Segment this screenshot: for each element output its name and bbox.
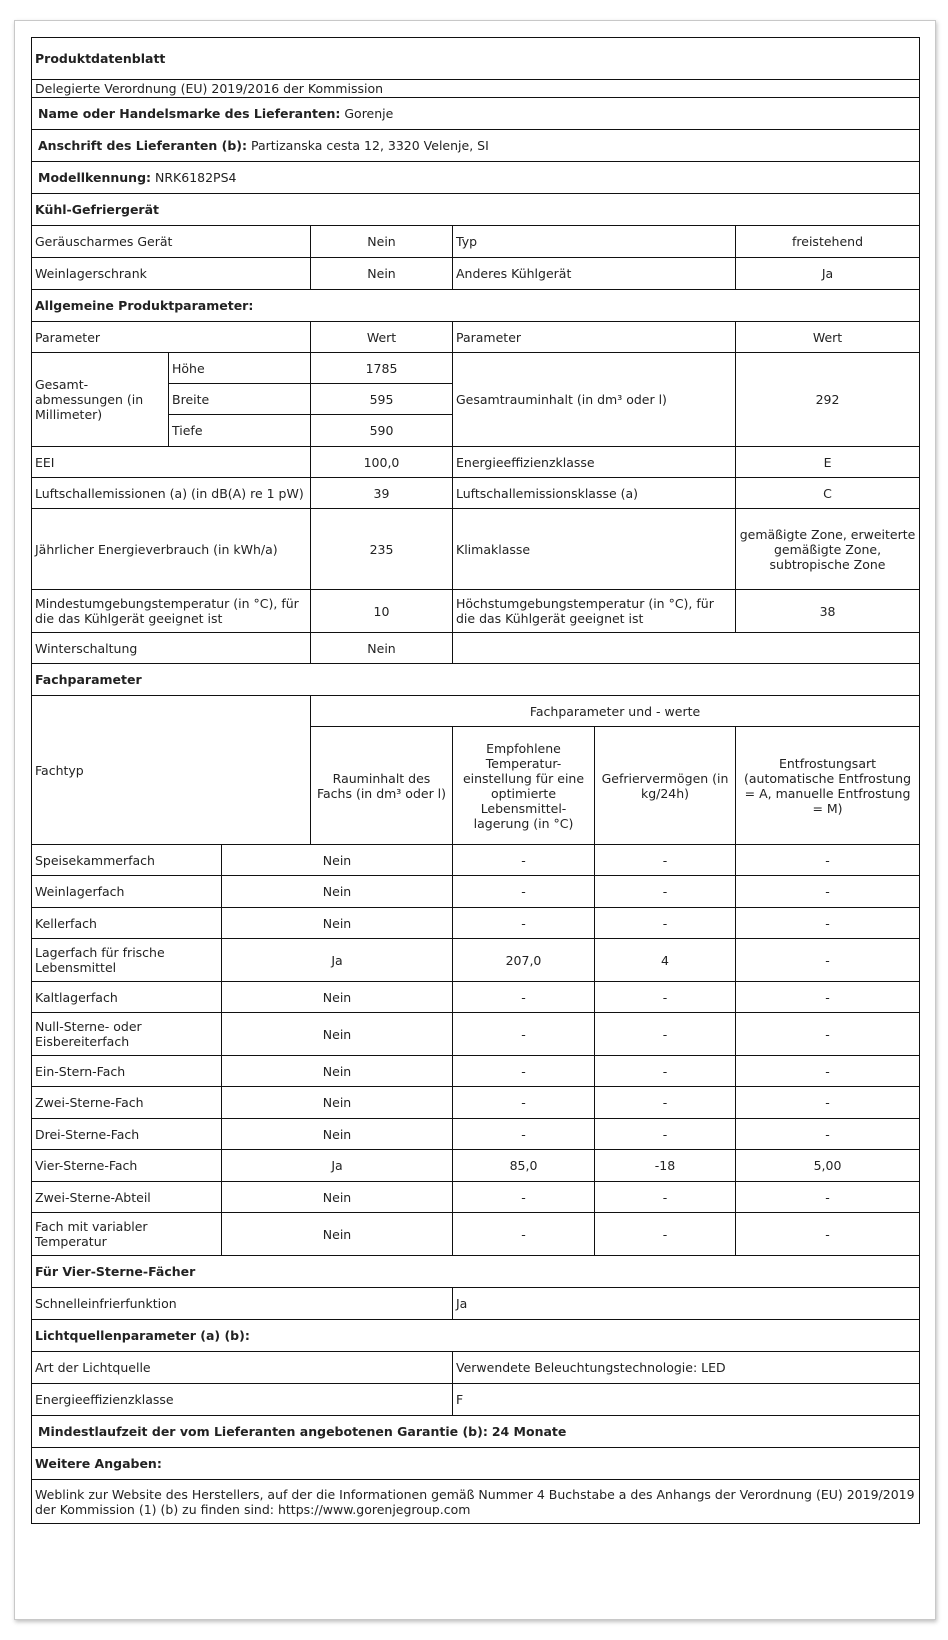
compartment-temperature: -	[595, 1213, 736, 1256]
table-row	[32, 1013, 920, 1056]
winter-value: Nein	[311, 633, 453, 664]
light-value: F	[453, 1384, 920, 1416]
table-row	[32, 908, 920, 939]
compartment-present: Nein	[222, 1056, 453, 1087]
compartment-name: Null-Sterne- oder Eisbereiterfach	[32, 1013, 222, 1056]
compartment-freezing: -	[736, 1213, 920, 1256]
param-label: EEI	[32, 447, 311, 478]
compartment-temperature: -	[595, 1119, 736, 1150]
compartment-present: Nein	[222, 982, 453, 1013]
appliance-label: Geräuscharmes Gerät	[32, 226, 311, 258]
param-value: 235	[311, 509, 453, 590]
compartment-freezing: -	[736, 876, 920, 908]
compartment-freezing: -	[736, 908, 920, 939]
page-title: Produktdatenblatt	[32, 38, 920, 80]
appliance-value: freistehend	[736, 226, 920, 258]
supplier-address-row	[32, 130, 920, 162]
compartment-present: Ja	[222, 939, 453, 982]
section-more: Weitere Angaben:	[32, 1448, 920, 1480]
model-row	[32, 162, 920, 194]
param-value: C	[736, 478, 920, 509]
total-volume-label: Gesamtrauminhalt (in dm³ oder l)	[453, 353, 736, 447]
compartment-name: Vier-Sterne-Fach	[32, 1150, 222, 1182]
compartment-present: Nein	[222, 1213, 453, 1256]
total-volume-value: 292	[736, 353, 920, 447]
compartment-name: Ein-Stern-Fach	[32, 1056, 222, 1087]
compartment-name: Zwei-Sterne-Fach	[32, 1087, 222, 1119]
compartment-volume: -	[453, 1013, 595, 1056]
compartment-volume: -	[453, 1182, 595, 1213]
value-header: Wert	[736, 322, 920, 353]
compartment-freezing: -	[736, 1119, 920, 1150]
section-light: Lichtquellenparameter (a) (b):	[32, 1320, 920, 1352]
empty-cell	[453, 633, 920, 664]
compartment-volume: 207,0	[453, 939, 595, 982]
compartment-volume: -	[453, 1213, 595, 1256]
light-value: Verwendete Beleuchtungstechnologie: LED	[453, 1352, 920, 1384]
dimension-value: 590	[311, 415, 453, 447]
section-appliance: Kühl-Gefriergerät	[32, 194, 920, 226]
page-subtitle: Delegierte Verordnung (EU) 2019/2016 der Kommission	[32, 80, 920, 98]
supplier-name-row	[32, 98, 920, 130]
compartment-present: Nein	[222, 876, 453, 908]
model-value: NRK6182PS4	[155, 170, 237, 185]
supplier-address-label: Anschrift des Lieferanten (b):	[38, 138, 247, 153]
appliance-value: Ja	[736, 258, 920, 290]
model-label: Modellkennung:	[38, 170, 152, 185]
compartment-present: Nein	[222, 1013, 453, 1056]
winter-label: Winterschaltung	[32, 633, 311, 664]
dimensions-label: Gesamt-abmessungen (in Millimeter)	[32, 353, 169, 447]
section-four-star: Für Vier-Sterne-Fächer	[32, 1256, 920, 1288]
param-label: Luftschallemissionsklasse (a)	[453, 478, 736, 509]
dimension-value: 1785	[311, 353, 453, 384]
compartment-volume: -	[453, 908, 595, 939]
manufacturer-weblink-text: Weblink zur Website des Herstellers, auf der die Informationen gemäß Nummer 4 Buchstabe a des Anhangs der Verordnung (EU) 2019/2019 der Kommission (1) (b) zu finden sind: https://www.gorenjegroup.com	[32, 1480, 920, 1524]
compartment-temperature: -	[595, 1013, 736, 1056]
compartment-present: Ja	[222, 1150, 453, 1182]
table-row	[32, 1056, 920, 1087]
param-header: Parameter	[32, 322, 311, 353]
compartment-volume: -	[453, 845, 595, 876]
compartment-volume: -	[453, 876, 595, 908]
light-label: Art der Lichtquelle	[32, 1352, 453, 1384]
compartment-freezing: -	[736, 939, 920, 982]
fast-freeze-value: Ja	[453, 1288, 920, 1320]
dimension-name: Breite	[169, 384, 311, 415]
table-row	[32, 1150, 920, 1182]
param-header: Parameter	[453, 322, 736, 353]
compartment-temperature: -	[595, 982, 736, 1013]
compartment-temperature: -	[595, 908, 736, 939]
compartment-name: Kellerfach	[32, 908, 222, 939]
compartment-temperature: 4	[595, 939, 736, 982]
col-header-volume: Rauminhalt des Fachs (in dm³ oder l)	[311, 727, 453, 845]
compartment-volume: -	[453, 1119, 595, 1150]
compartment-name: Lagerfach für frische Lebensmittel	[32, 939, 222, 982]
fast-freeze-label: Schnelleinfrierfunktion	[32, 1288, 453, 1320]
climate-class-value: gemäßigte Zone, erweiterte gemäßigte Zone, subtropische Zone	[736, 509, 920, 590]
param-label: Jährlicher Energieverbrauch (in kWh/a)	[32, 509, 311, 590]
light-label: Energieeffizienzklasse	[32, 1384, 453, 1416]
warranty-label: Mindestlaufzeit der vom Lieferanten angebotenen Garantie (b):	[38, 1424, 488, 1439]
compartment-temperature: -	[595, 1056, 736, 1087]
param-label: Luftschallemissionen (a) (in dB(A) re 1 pW)	[32, 478, 311, 509]
param-label: Mindestumgebungstemperatur (in °C), für die das Kühlgerät geeignet ist	[32, 590, 311, 633]
section-general: Allgemeine Produktparameter:	[32, 290, 920, 322]
compartment-volume: -	[453, 982, 595, 1013]
compartment-temperature: -18	[595, 1150, 736, 1182]
compartment-present: Nein	[222, 1087, 453, 1119]
appliance-label: Typ	[453, 226, 736, 258]
compartment-freezing: -	[736, 1087, 920, 1119]
dimension-name: Tiefe	[169, 415, 311, 447]
compartment-freezing: -	[736, 845, 920, 876]
compartment-name: Weinlagerfach	[32, 876, 222, 908]
table-row	[32, 1213, 920, 1256]
param-value: 100,0	[311, 447, 453, 478]
compartment-group-header: Fachparameter und - werte	[311, 696, 920, 727]
table-row	[32, 845, 920, 876]
supplier-name-value: Gorenje	[344, 106, 394, 121]
compartment-volume: 85,0	[453, 1150, 595, 1182]
dimension-value: 595	[311, 384, 453, 415]
compartment-freezing: -	[736, 1182, 920, 1213]
compartment-temperature: -	[595, 1182, 736, 1213]
compartment-present: Nein	[222, 1119, 453, 1150]
col-header-freezing: Gefriervermögen (in kg/24h)	[595, 727, 736, 845]
compartment-name: Zwei-Sterne-Abteil	[32, 1182, 222, 1213]
warranty-value: 24 Monate	[491, 1424, 567, 1439]
table-row	[32, 1182, 920, 1213]
supplier-address-value: Partizanska cesta 12, 3320 Velenje, SI	[250, 138, 489, 153]
compartment-rows	[32, 845, 920, 1256]
dimension-name: Höhe	[169, 353, 311, 384]
table-row	[32, 939, 920, 982]
compartment-present: Nein	[222, 1182, 453, 1213]
compartment-temperature: -	[595, 845, 736, 876]
compartment-name: Speisekammerfach	[32, 845, 222, 876]
appliance-value: Nein	[311, 226, 453, 258]
compartment-freezing: -	[736, 1013, 920, 1056]
value-header: Wert	[311, 322, 453, 353]
table-row	[32, 1119, 920, 1150]
param-value: 38	[736, 590, 920, 633]
param-label: Klimaklasse	[453, 509, 736, 590]
param-label: Energieeffizienzklasse	[453, 447, 736, 478]
table-row	[32, 982, 920, 1013]
appliance-value: Nein	[311, 258, 453, 290]
compartment-temperature: -	[595, 1087, 736, 1119]
compartment-volume: -	[453, 1087, 595, 1119]
col-header-defrost: Entfrostungsart (automatische Entfrostung = A, manuelle Entfrostung = M)	[736, 727, 920, 845]
compartment-freezing: -	[736, 982, 920, 1013]
warranty-row	[32, 1416, 920, 1448]
compartment-type-header: Fachtyp	[32, 696, 311, 845]
param-value: 39	[311, 478, 453, 509]
param-value: E	[736, 447, 920, 478]
section-compartments: Fachparameter	[32, 664, 920, 696]
compartment-name: Drei-Sterne-Fach	[32, 1119, 222, 1150]
compartment-name: Fach mit variabler Temperatur	[32, 1213, 222, 1256]
compartment-present: Nein	[222, 845, 453, 876]
appliance-label: Weinlagerschrank	[32, 258, 311, 290]
table-row	[32, 1087, 920, 1119]
param-label: Höchstumgebungstemperatur (in °C), für die das Kühlgerät geeignet ist	[453, 590, 736, 633]
param-value: 10	[311, 590, 453, 633]
compartment-freezing: -	[736, 1056, 920, 1087]
appliance-label: Anderes Kühlgerät	[453, 258, 736, 290]
product-data-sheet	[31, 37, 920, 1524]
table-row	[32, 876, 920, 908]
compartment-present: Nein	[222, 908, 453, 939]
compartment-freezing: 5,00	[736, 1150, 920, 1182]
supplier-name-label: Name oder Handelsmarke des Lieferanten:	[38, 106, 341, 121]
compartment-name: Kaltlagerfach	[32, 982, 222, 1013]
col-header-temperature: Empfohlene Temperatur-einstellung für eine optimierte Lebensmittel-lagerung (in °C)	[453, 727, 595, 845]
compartment-volume: -	[453, 1056, 595, 1087]
compartment-temperature: -	[595, 876, 736, 908]
